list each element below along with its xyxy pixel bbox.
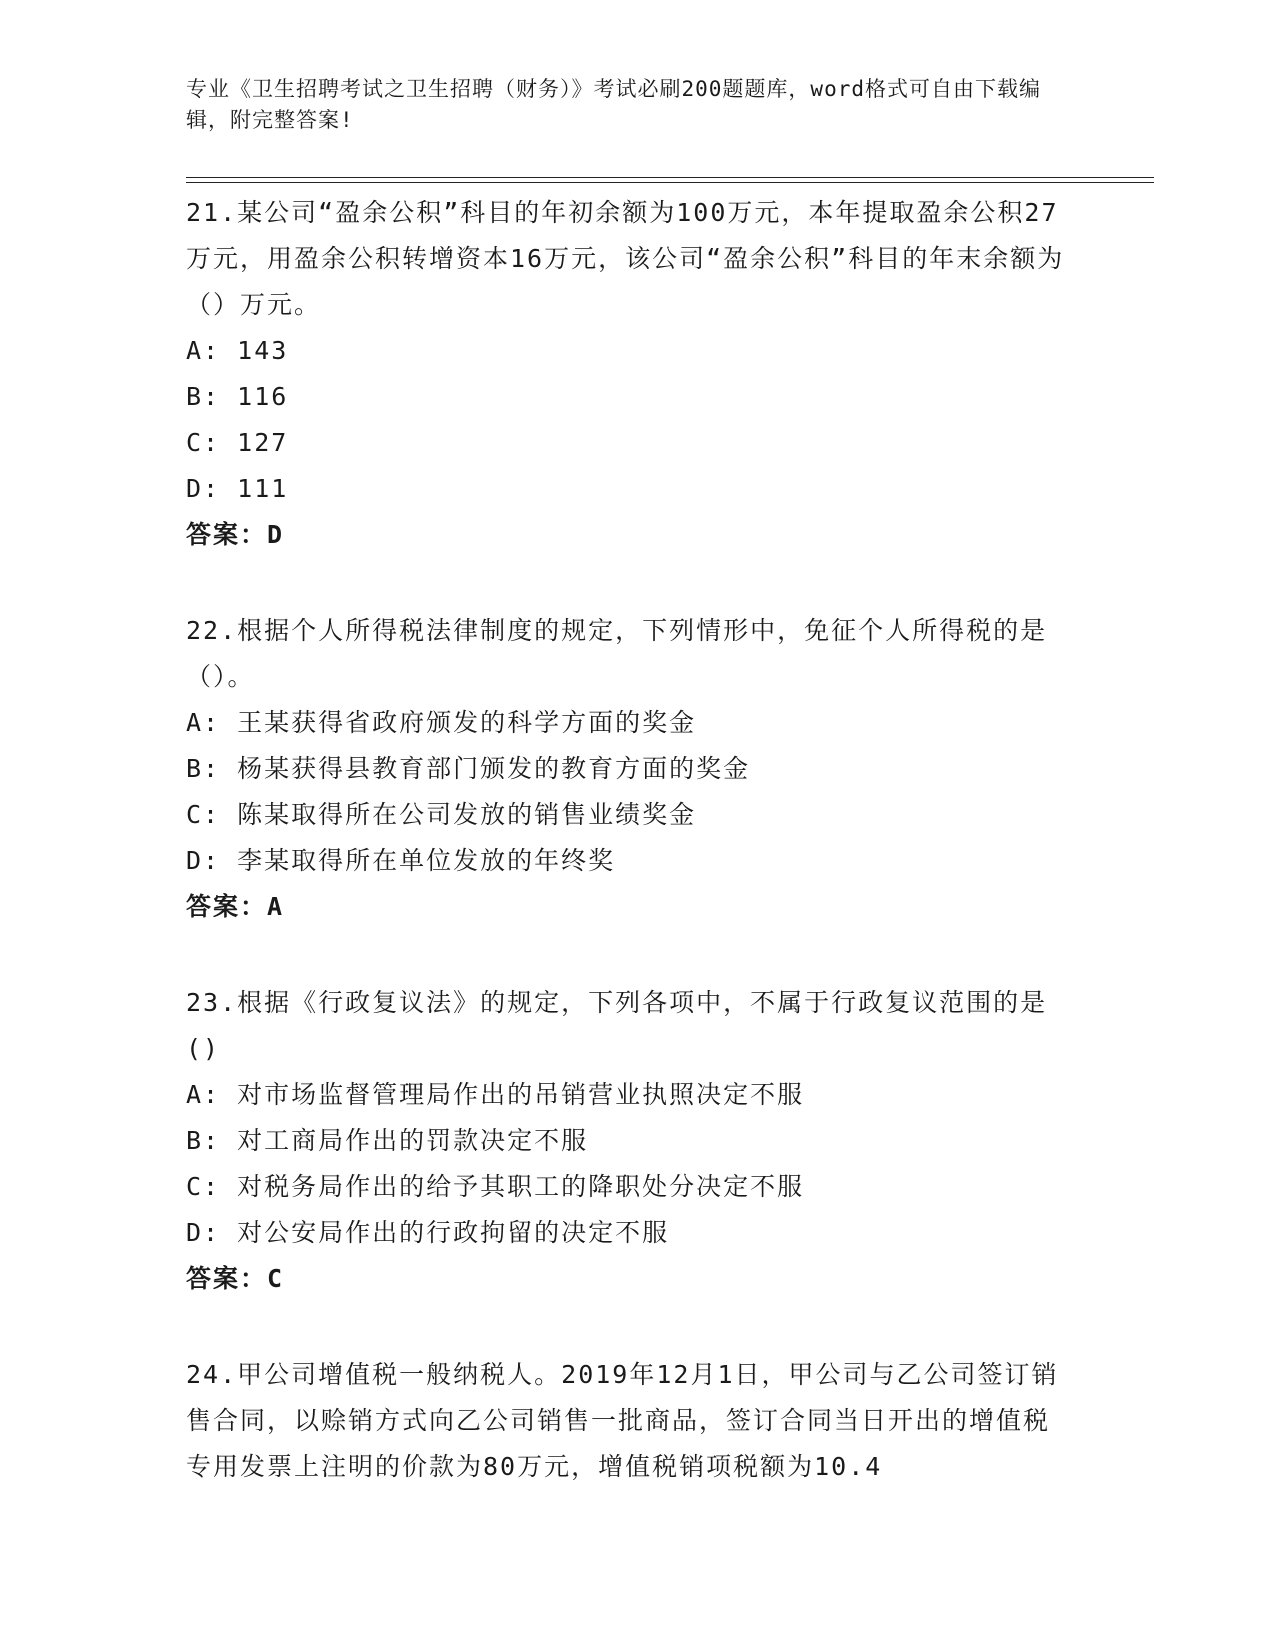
question-24 xyxy=(186,1352,1076,1490)
header-rule-top xyxy=(186,177,1154,178)
question-23 xyxy=(186,980,1076,1302)
option-a: A: 143 xyxy=(186,336,289,365)
question-stem: 24.甲公司增值税一般纳税人。2019年12月1日，甲公司与乙公司签订销售合同，以赊销方式向乙公司销售一批商品，签订合同当日开出的增值税专用发票上注明的价款为80万元，增值税销项税额为10.4 xyxy=(186,1360,1059,1481)
option-a: A: 对市场监督管理局作出的吊销营业执照决定不服 xyxy=(186,1080,805,1109)
question-stem: 21.某公司“盈余公积”科目的年初余额为100万元，本年提取盈余公积27万元，用盈余公积转增资本16万元，该公司“盈余公积”科目的年末余额为（）万元。 xyxy=(186,198,1065,319)
question-stem: 22.根据个人所得税法律制度的规定，下列情形中，免征个人所得税的是（）。 xyxy=(186,616,1048,691)
option-c: C: 对税务局作出的给予其职工的降职处分决定不服 xyxy=(186,1172,805,1201)
answer-label: 答案：A xyxy=(186,892,285,921)
option-c: C: 127 xyxy=(186,428,289,457)
answer-label: 答案：D xyxy=(186,520,285,549)
question-stem: 23.根据《行政复议法》的规定，下列各项中，不属于行政复议范围的是() xyxy=(186,988,1048,1063)
option-b: B: 对工商局作出的罚款决定不服 xyxy=(186,1126,589,1155)
option-b: B: 116 xyxy=(186,382,289,411)
option-c: C: 陈某取得所在公司发放的销售业绩奖金 xyxy=(186,800,697,829)
option-b: B: 杨某获得县教育部门颁发的教育方面的奖金 xyxy=(186,754,751,783)
option-d: D: 李某取得所在单位发放的年终奖 xyxy=(186,846,616,875)
answer-label: 答案：C xyxy=(186,1264,285,1293)
option-d: D: 对公安局作出的行政拘留的决定不服 xyxy=(186,1218,670,1247)
question-21 xyxy=(186,190,1076,558)
option-a: A: 王某获得省政府颁发的科学方面的奖金 xyxy=(186,708,697,737)
header-rule-bottom xyxy=(186,182,1154,183)
option-d: D: 111 xyxy=(186,474,289,503)
question-22 xyxy=(186,608,1076,930)
question-list xyxy=(186,190,1076,1540)
document-header: 专业《卫生招聘考试之卫生招聘（财务）》考试必刷200题题库，word格式可自由下载编辑，附完整答案! xyxy=(186,77,1041,132)
